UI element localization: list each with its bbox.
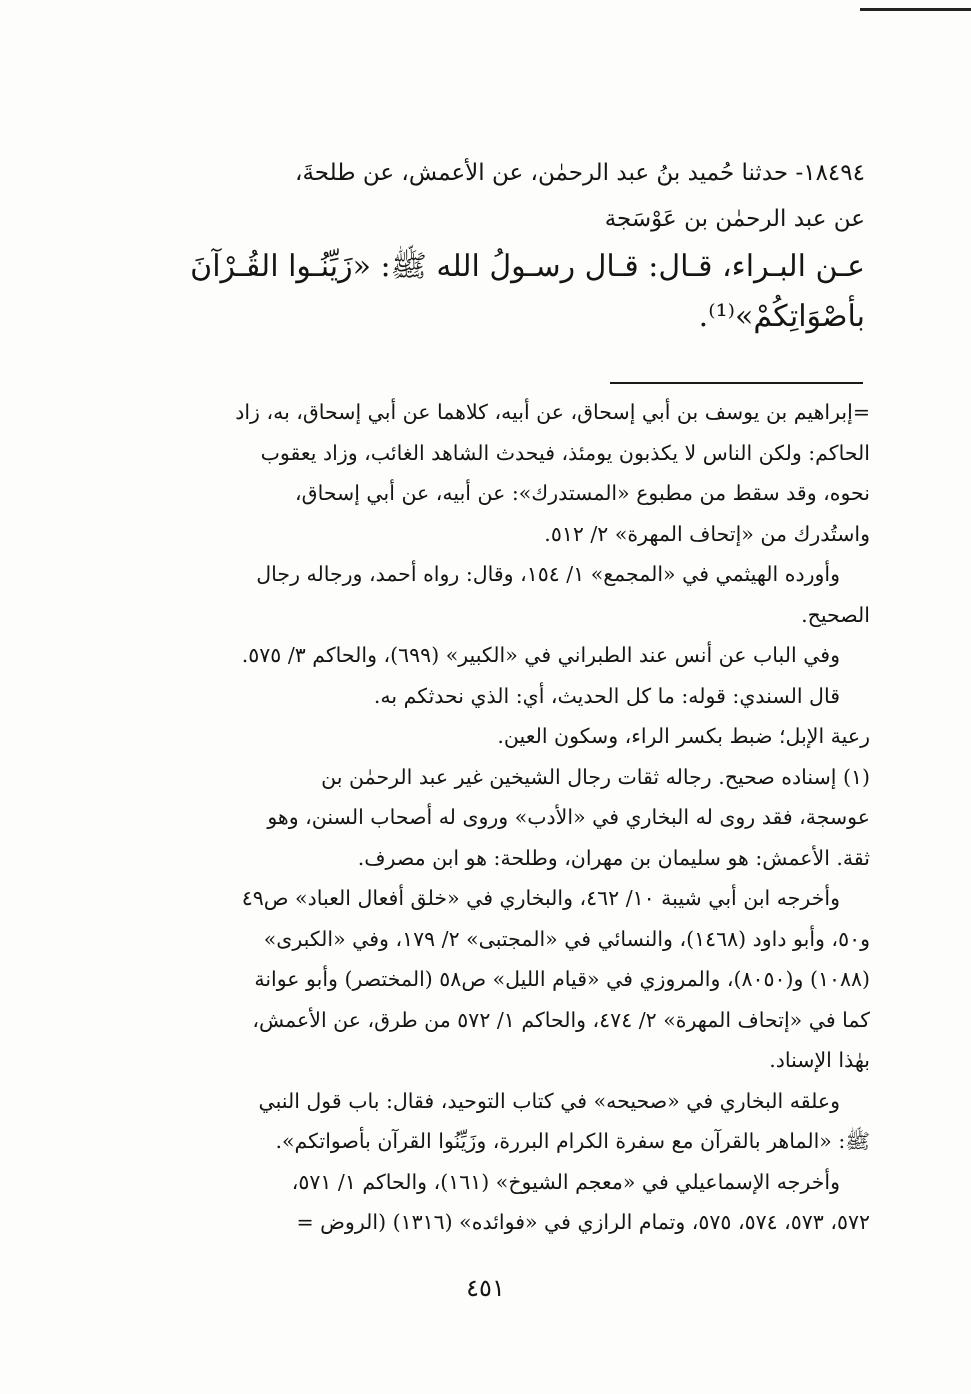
page-number: ٤٥١ (466, 1274, 505, 1302)
footnotes (150, 392, 870, 1243)
footnote-line: قال السندي: قوله: ما كل الحديث، أي: الذي نحدثكم به. (373, 683, 840, 708)
footnote-line: واستُدرك من «إتحاف المهرة» ٢/ ٥١٢. (544, 521, 870, 546)
footnote-line: عوسجة، فقد روى له البخاري في «الأدب» وروى له أصحاب السنن، وهو (267, 805, 870, 829)
footnote-line: ﷺ: «الماهر بالقرآن مع سفرة الكرام البررة، وزَيِّنُوا القرآن بأصواتكم». (275, 1129, 870, 1153)
footnote-line: كما في «إتحاف المهرة» ٢/ ٤٧٤، والحاكم ١/ ٥٧٢ من طرق، عن الأعمش، (252, 1007, 870, 1032)
footnote-line: ٥٧٢، ٥٧٣، ٥٧٤، ٥٧٥، وتمام الرازي في «فوائده» (١٣١٦) (الروض = (296, 1210, 870, 1234)
footnote-line: بهٰذا الإسناد. (769, 1048, 870, 1072)
footnote-line: رعية الإبل؛ ضبط بكسر الراء، وسكون العين. (497, 724, 870, 748)
hadith-line: عـن البـراء، قـال: قـال رسـولُ الله ﷺ: «زَيِّنُـوا القُـرْآنَ (190, 249, 865, 284)
footnote-line: وعلقه البخاري في «صحيحه» في كتاب التوحيد، فقال: باب قول النبي (258, 1088, 840, 1113)
footnote-line: نحوه، وقد سقط من مطبوع «المستدرك»: عن أبيه، عن أبي إسحاق، (295, 481, 870, 505)
corner-rule (860, 8, 971, 11)
footnote-line: و٥٠، وأبو داود (١٤٦٨)، والنسائي في «المجتبى» ٢/ ١٧٩، وفي «الكبرى» (263, 926, 870, 951)
footnote-line: الحاكم: ولكن الناس لا يكذبون يومئذ، فيحدث الشاهد الغائب، وزاد يعقوب (260, 440, 870, 465)
hadith-line: عن عبد الرحمٰن بن عَوْسَجة (604, 206, 865, 232)
footnote-line: وفي الباب عن أنس عند الطبراني في «الكبير» (٦٩٩)، والحاكم ٣/ ٥٧٥. (241, 643, 840, 667)
hadith-text (150, 150, 865, 342)
hadith-line: بأصْوَاتِكُمْ»⁽¹⁾. (698, 299, 865, 334)
footnote-line: =إبراهيم بن يوسف بن أبي إسحاق، عن أبيه، كلاهما عن أبي إسحاق، به، زاد (235, 400, 870, 424)
footnote-line: (١٠٨٨) و(٨٠٥٠)، والمروزي في «قيام الليل» ص٥٨ (المختصر) وأبو عوانة (254, 967, 870, 991)
footnote-line: (١) إسناده صحيح. رجاله ثقات رجال الشيخين غير عبد الرحمٰن بن (321, 764, 870, 789)
footnote-line: وأخرجه الإسماعيلي في «معجم الشيوخ» (١٦١)، والحاكم ١/ ٥٧١، (291, 1169, 840, 1194)
footnote-line: ثقة. الأعمش: هو سليمان بن مهران، وطلحة: هو ابن مصرف. (357, 845, 870, 870)
footnote-line: وأورده الهيثمي في «المجمع» ١/ ١٥٤، وقال: رواه أحمد، ورجاله رجال (256, 562, 840, 586)
footnote-separator (610, 382, 863, 384)
footnote-line: وأخرجه ابن أبي شيبة ١٠/ ٤٦٢، والبخاري في «خلق أفعال العباد» ص٤٩ (241, 886, 840, 910)
hadith-line: ١٨٤٩٤- حدثنا حُميد بنُ عبد الرحمٰن، عن الأعمش، عن طلحةَ، (295, 160, 865, 186)
footnote-line: الصحيح. (801, 602, 870, 627)
